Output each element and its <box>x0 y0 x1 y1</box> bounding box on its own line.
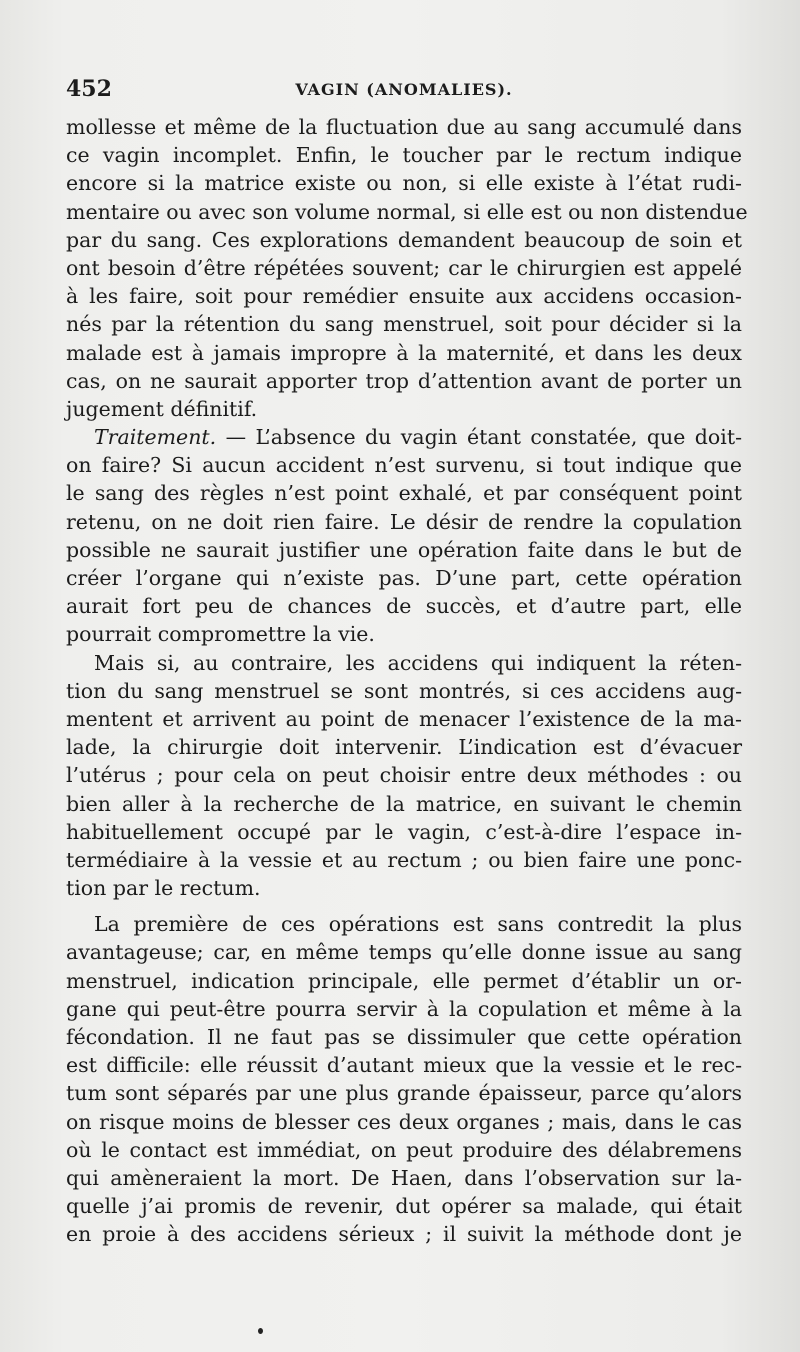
text-line <box>66 113 742 141</box>
text-line <box>66 1220 742 1248</box>
text-line <box>66 564 742 592</box>
line-text: est difficile: elle réussit d’autant mieux que la vessie et le rec- <box>66 1053 742 1078</box>
line-text: ce vagin incomplet. Enfin, le toucher par le rectum indique <box>66 143 742 168</box>
line-text: qui amèneraient la mort. De Haen, dans l’observation sur la- <box>66 1165 742 1190</box>
text-line <box>66 367 742 395</box>
line-text: pourrait compromettre la vie. <box>66 622 375 647</box>
text-line <box>66 1079 742 1107</box>
text-line <box>66 1108 742 1136</box>
line-text: tion du sang menstruel se sont montrés, si ces accidens aug- <box>66 678 742 703</box>
line-text: créer l’organe qui n’existe pas. D’une part, cette opération <box>66 566 742 590</box>
text-line <box>66 226 742 254</box>
section-heading: Traitement. <box>94 425 217 450</box>
text-line <box>66 995 742 1023</box>
line-text: en proie à des accidens sérieux ; il suivit la méthode dont je <box>66 1222 742 1247</box>
line-text: tum sont séparés par une plus grande épaisseur, parce qu’alors <box>66 1081 742 1106</box>
paragraph-gap <box>66 902 742 910</box>
line-text: mollesse et même de la fluctuation due au sang accumulé dans <box>66 115 742 139</box>
text-line <box>66 846 742 874</box>
text-line <box>66 1192 742 1220</box>
text-line <box>66 254 742 282</box>
text-line <box>66 451 742 479</box>
line-text: par du sang. Ces explorations demandent beaucoup de soin et <box>66 227 742 252</box>
line-text: lade, la chirurgie doit intervenir. L’indication est d’évacuer <box>66 735 742 760</box>
text-line <box>66 818 742 846</box>
line-text: menstruel, indication principale, elle permet d’établir un or- <box>66 968 742 993</box>
line-text: mentaire ou avec son volume normal, si elle est ou non distendue <box>66 199 748 224</box>
line-text: Mais si, au contraire, les accidens qui indiquent la réten- <box>94 650 742 675</box>
text-line <box>66 339 742 367</box>
text-line <box>66 790 742 818</box>
text-line <box>66 423 742 451</box>
line-text: à les faire, soit pour remédier ensuite aux accidens occasion- <box>66 284 742 309</box>
text-line <box>66 169 742 197</box>
line-text: La première de ces opérations est sans contredit la plus <box>94 912 742 937</box>
body-text <box>66 113 748 1249</box>
line-text: — L’absence du vagin étant constatée, que doit- <box>216 425 742 450</box>
line-text: on risque moins de blesser ces deux organes ; mais, dans le cas <box>66 1109 742 1134</box>
line-text: ont besoin d’être répétées souvent; car le chirurgien est appelé <box>66 255 742 280</box>
text-line <box>66 141 742 169</box>
line-text: encore si la matrice existe ou non, si elle existe à l’état rudi- <box>66 171 742 196</box>
text-line <box>66 874 742 902</box>
text-line <box>66 1164 742 1192</box>
text-line <box>66 536 742 564</box>
line-text: gane qui peut-être pourra servir à la copulation et même à la <box>66 996 742 1021</box>
running-title: VAGIN (ANOMALIES). <box>295 80 513 99</box>
line-text: avantageuse; car, en même temps qu’elle donne issue au sang <box>66 940 742 965</box>
text-line <box>66 282 742 310</box>
line-text: aurait fort peu de chances de succès, et d’autre part, elle <box>66 594 742 619</box>
line-text: possible ne saurait justifier une opération faite dans le but de <box>66 537 742 562</box>
text-line <box>66 1136 742 1164</box>
text-line <box>66 761 742 789</box>
line-text: habituellement occupé par le vagin, c’est-à-dire l’espace in- <box>66 819 742 844</box>
line-text: termédiaire à la vessie et au rectum ; ou bien faire une ponc- <box>66 847 742 872</box>
text-line <box>66 198 748 226</box>
text-line <box>66 733 742 761</box>
ink-speck <box>258 1328 263 1334</box>
line-text: où le contact est immédiat, on peut produire des délabremens <box>66 1137 742 1162</box>
line-text: quelle j’ai promis de revenir, dut opérer sa malade, qui était <box>66 1194 742 1219</box>
line-text: mentent et arrivent au point de menacer l’existence de la ma- <box>66 706 742 731</box>
text-line <box>66 677 742 705</box>
text-line <box>66 910 742 938</box>
line-text: malade est à jamais impropre à la maternité, et dans les deux <box>66 340 742 365</box>
text-line <box>66 967 742 995</box>
line-text: retenu, on ne doit rien faire. Le désir de rendre la copulation <box>66 509 742 534</box>
text-line <box>66 479 742 507</box>
text-line <box>66 508 742 536</box>
line-text: le sang des règles n’est point exhalé, et par conséquent point <box>66 481 742 506</box>
line-text: cas, on ne saurait apporter trop d’attention avant de porter un <box>66 368 742 393</box>
text-line <box>66 705 742 733</box>
text-line <box>66 1051 742 1079</box>
text-line <box>66 592 742 620</box>
page-header <box>66 76 742 108</box>
text-line <box>66 1023 742 1051</box>
page-number: 452 <box>66 76 112 102</box>
line-text: on faire? Si aucun accident n’est survenu, si tout indique que <box>66 453 742 478</box>
line-text: nés par la rétention du sang menstruel, soit pour décider si la <box>66 312 742 337</box>
text-line <box>66 620 742 648</box>
text-line <box>66 938 742 966</box>
text-line <box>66 310 742 338</box>
text-line <box>66 395 742 423</box>
line-text: l’utérus ; pour cela on peut choisir entre deux méthodes : ou <box>66 763 742 788</box>
line-text: jugement définitif. <box>66 396 258 421</box>
line-text: tion par le rectum. <box>66 876 261 901</box>
text-line <box>66 649 742 677</box>
line-text: fécondation. Il ne faut pas se dissimuler que cette opération <box>66 1025 742 1049</box>
line-text: bien aller à la recherche de la matrice, en suivant le chemin <box>66 791 742 816</box>
